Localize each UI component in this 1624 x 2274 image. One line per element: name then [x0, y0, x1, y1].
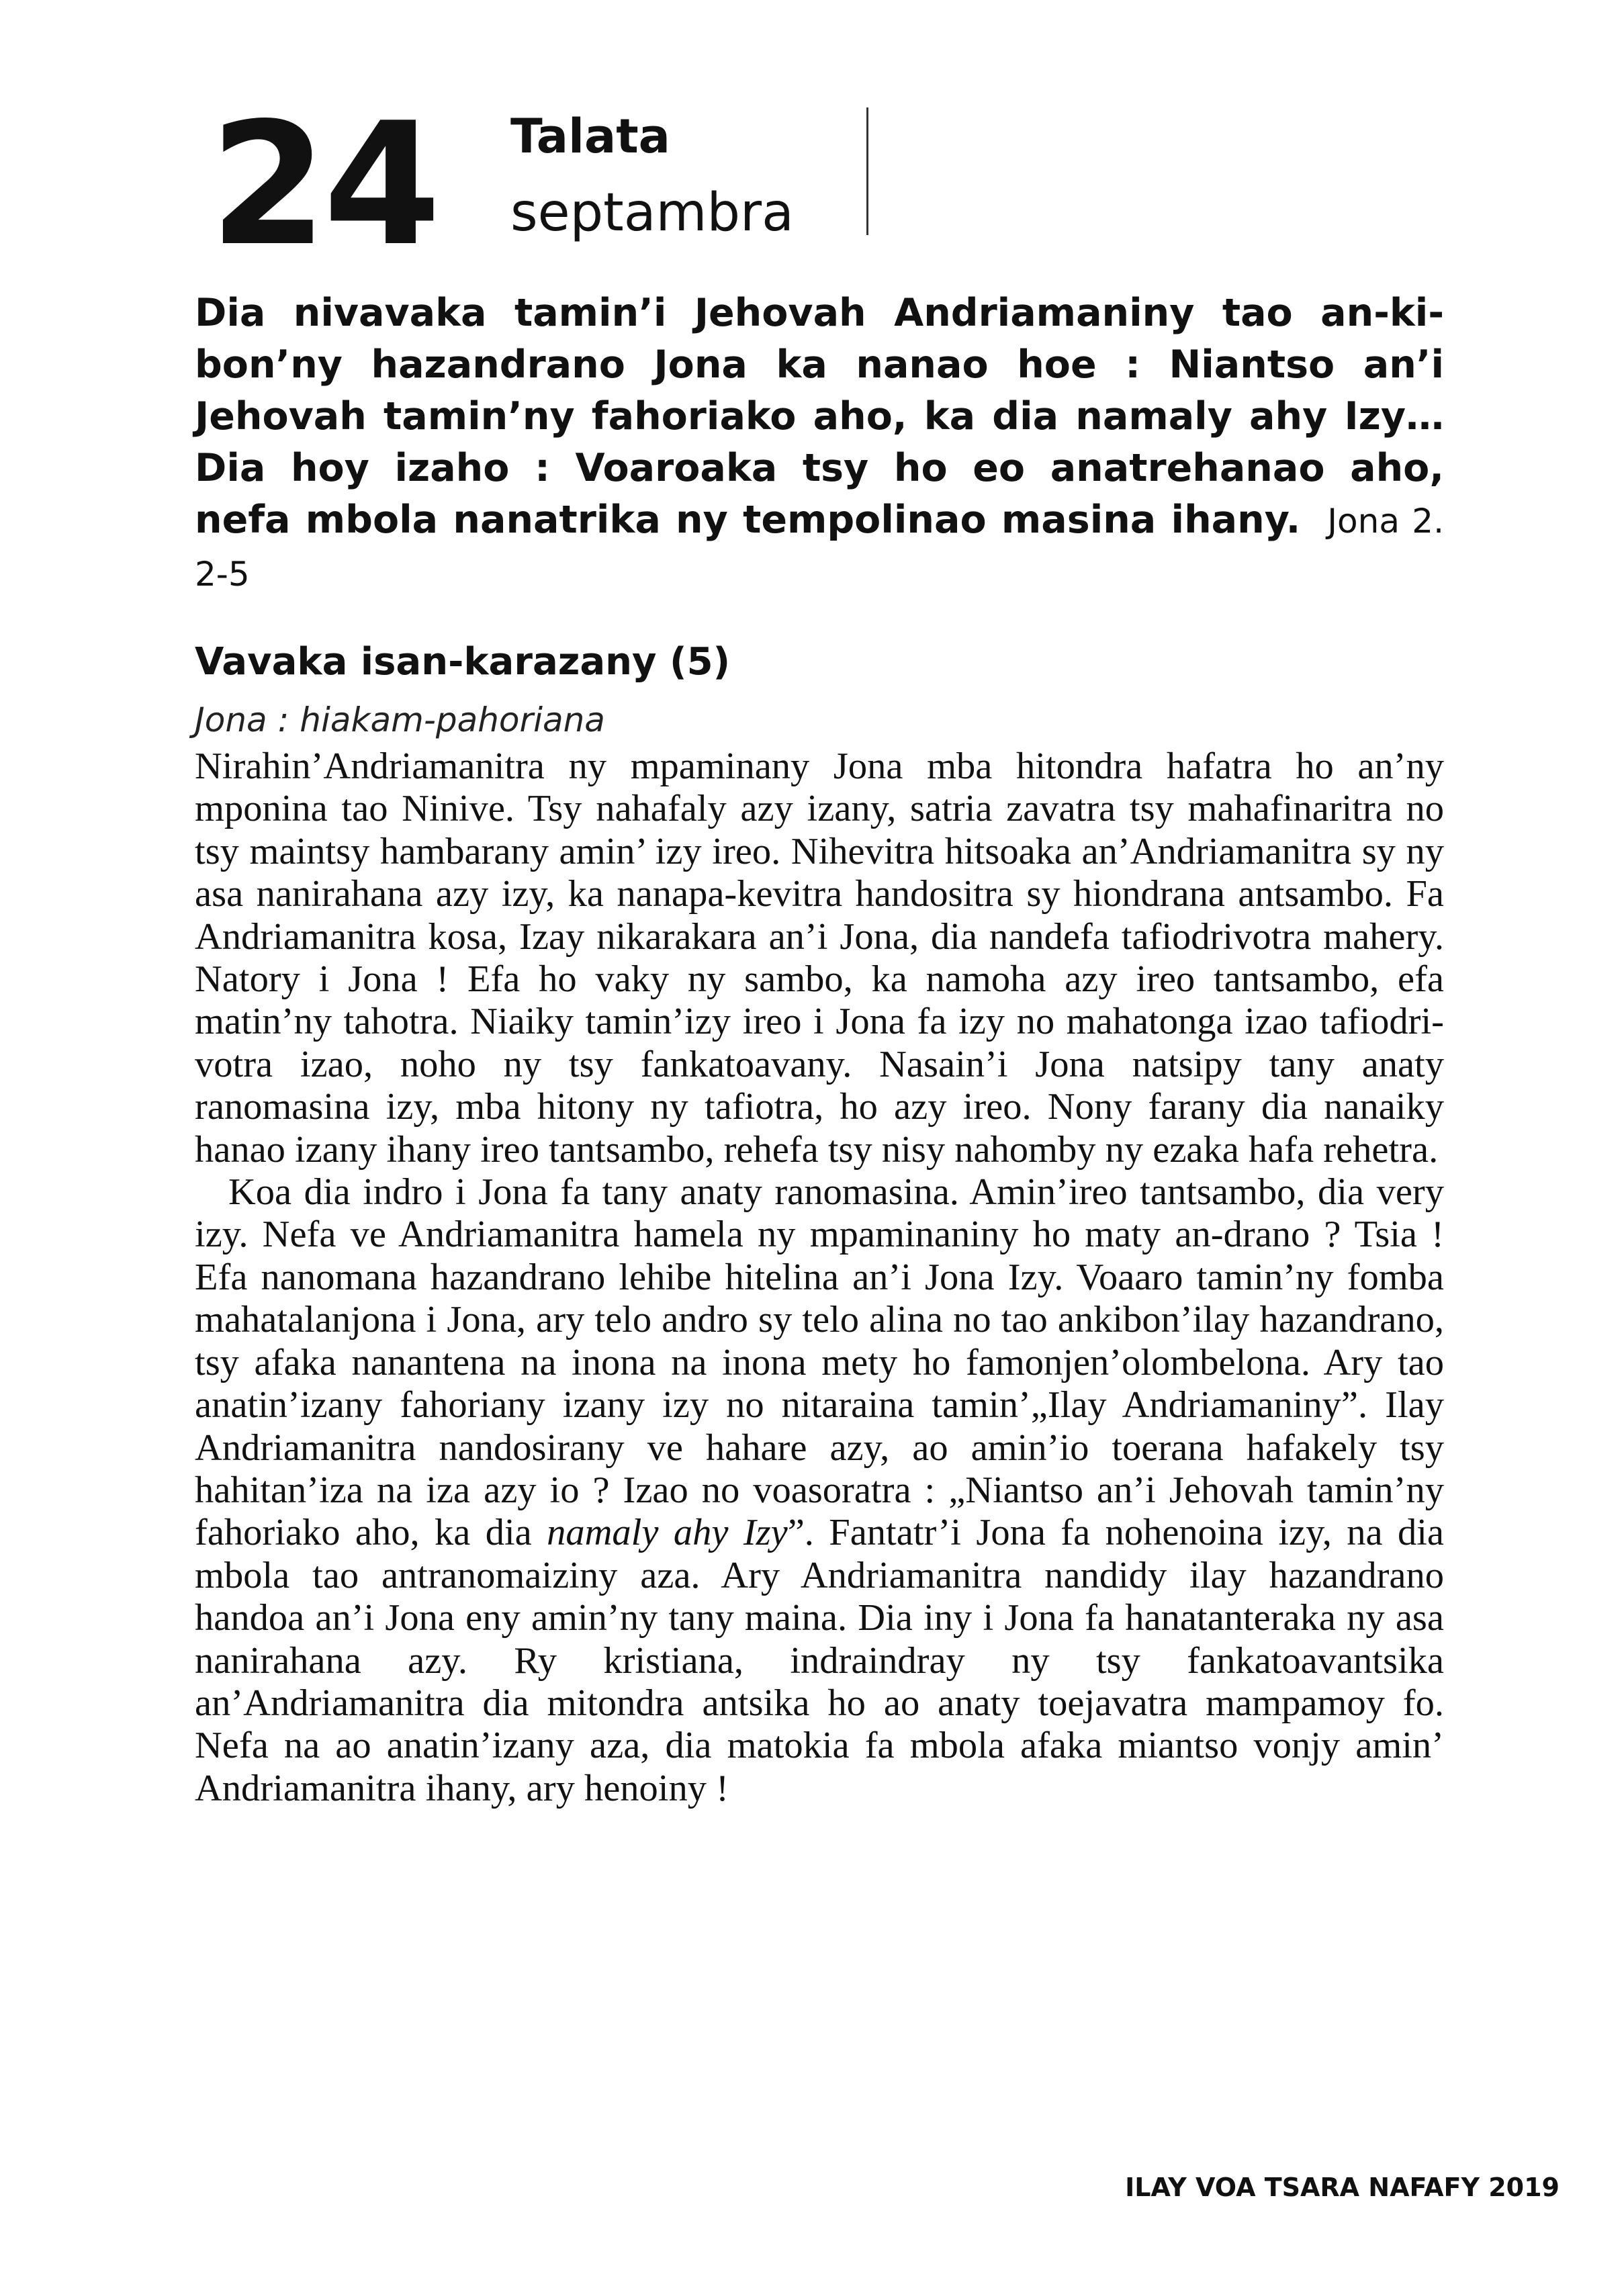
- verse-reference: Jona 2. 2-5: [195, 502, 1445, 594]
- month-label: septambra: [510, 183, 794, 243]
- verse-block: [195, 287, 1444, 600]
- article-title: Vavaka isan-karazany (5): [195, 640, 731, 684]
- article-body: [195, 745, 1444, 1810]
- verse-text: Dia nivavaka tamin’i Jehovah Andriamaniny tao an-kibon’ny hazandrano Jona ka nanao hoe : Niantso an’i Jehovah tamin’ny fahoriako aho, ka dia namaly ahy Izy… Dia hoy izaho : Voaroaka tsy ho eo anatrehanao aho, nefa mbola nanatrika ny tempolinao masina ihany.: [195, 291, 1444, 542]
- weekday-label: Talata: [510, 109, 670, 164]
- paragraph-2-part-b: ”. Fantatr’i Jona fa nohenoina izy, na dia mbola tao antranomaiziny aza. Ary Andriamanitra nandidy ilay hazandrano handoa an’i Jona eny amin’ny tany maina. Dia iny i Jona fa hanatanteraka ny asa nanirahana azy. Ry kristiana, indraindray ny tsy fankatoavantsika an’Andriamanitra dia mitondra antsika ho ao anaty toejavatra mampamoy fo. Nefa na ao anatin’izany aza, dia matokia fa mbola afaka miantso vonjy amin’ Andriamanitra ihany, ary henoiny !: [195, 1512, 1444, 1809]
- paragraph-2-part-a: Koa dia indro i Jona fa tany anaty ranomasina. Amin’ireo tantsambo, dia very izy. Nefa ve Andriamanitra hamela ny mpaminaniny ho maty an-drano ? Tsia ! Efa nanomana hazandrano lehibe hitelina an’i Jona Izy. Voaaro tamin’ny fomba mahatalanjona i Jona, ary telo andro sy telo alina no tao ankibon’ilay hazandrano, tsy afaka nanantena na inona na inona mety ho famonjen’olombelona. Ary tao anatin’izany fahoriany izany izy no nitaraina tamin’„Ilay Andriamaniny”. Ilay Andriamanitra nandosirany ve hahare azy, ao amin’io toerana hafakely tsy hahitan’iza na iza azy io ? Izao no voasoratra : „Niantso an’i Jehovah tamin’ny fahoriako aho, ka dia: [195, 1171, 1444, 1554]
- paragraph-2: [195, 1171, 1444, 1810]
- footer-publication: ILAY VOA TSARA NAFAFY 2019: [1125, 2173, 1560, 2202]
- emphasis-text: namaly ahy Izy: [547, 1512, 788, 1554]
- header-divider: [866, 107, 868, 235]
- article-subtitle: Jona : hiakam-pahoriana: [195, 700, 605, 739]
- paragraph-1: Nirahin’Andriamanitra ny mpaminany Jona mba hitondra hafatra ho an’ny mponina tao Ninive. Tsy nahafaly azy izany, satria zavatra tsy mahafinaritra no tsy maintsy hambarany amin’ izy ireo. Nihevitra hitsoaka an’Andriamanitra sy ny asa nanirahana azy izy, ka nanapa-kevitra handositra sy hiondrana antsambo. Fa Andriamanitra kosa, Izay nikarakara an’i Jona, dia nandefa tafiodrivotra mahery. Natory i Jona ! Efa ho vaky ny sambo, ka namoha azy ireo tantsambo, efa matin’ny tahotra. Niaiky tamin’izy ireo i Jona fa izy no mahatonga izao tafiodrivotra izao, noho ny tsy fankatoavany. Nasain’i Jona natsipy tany anaty ranomasina izy, mba hitony ny tafiotra, ho azy ireo. Nony farany dia nanaiky hanao izany ihany ireo tantsambo, rehefa tsy nisy nahomby ny ezaka hafa rehetra.: [195, 745, 1444, 1171]
- date-number: 24: [210, 87, 437, 283]
